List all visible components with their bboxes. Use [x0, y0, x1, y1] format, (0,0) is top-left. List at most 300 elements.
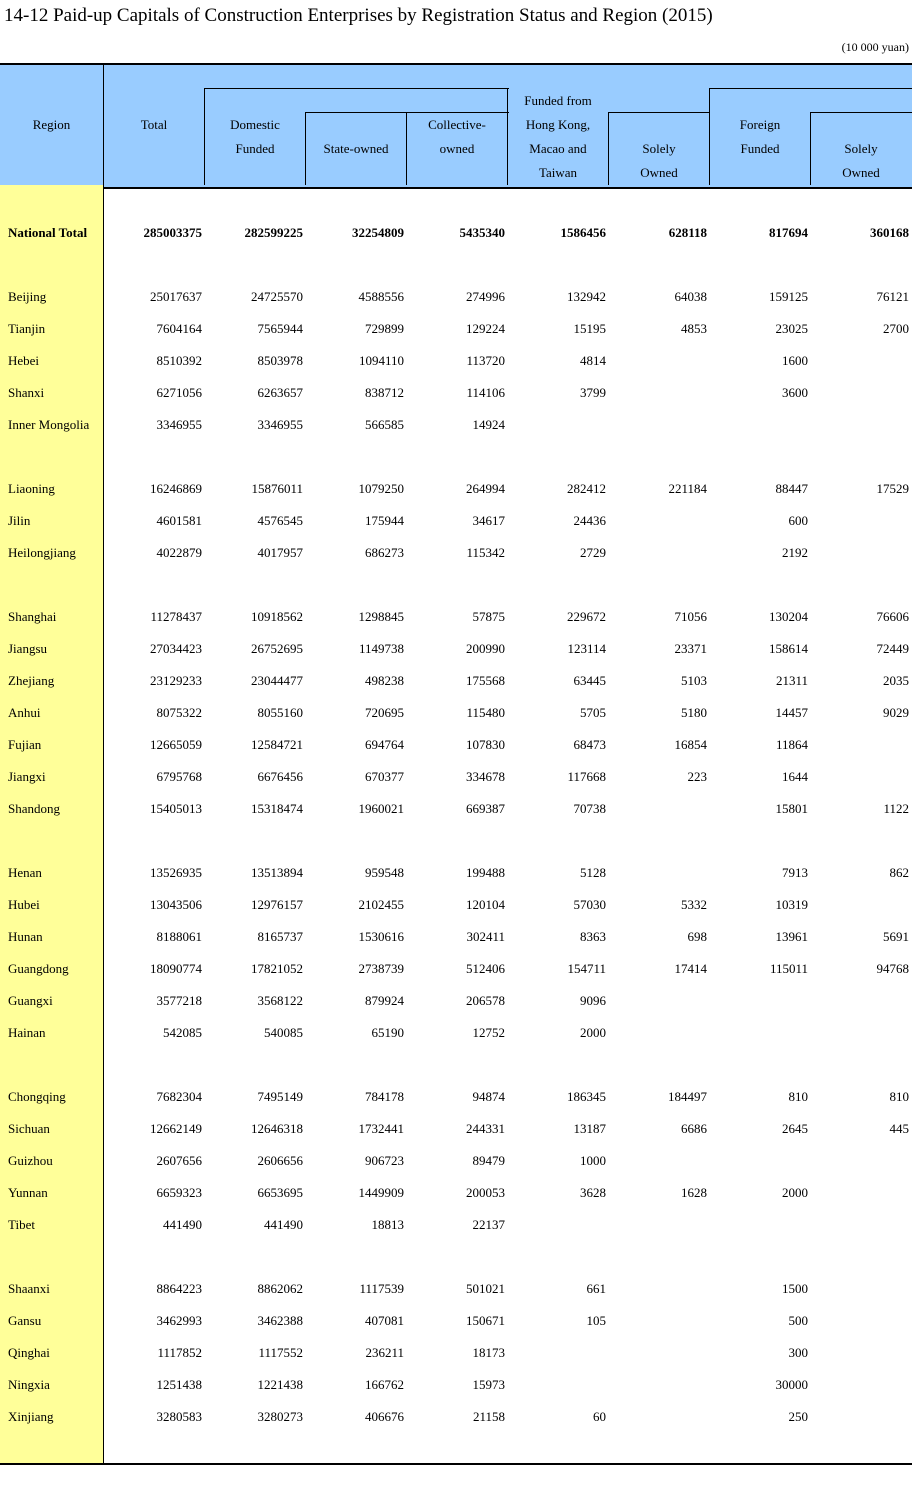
cell-hkmt: 4814	[580, 353, 606, 368]
cell-collective: 21158	[472, 1409, 505, 1424]
cell-solely-owned-foreign: 445	[889, 1121, 909, 1136]
header-foreign	[710, 113, 810, 161]
table-row	[0, 990, 912, 1012]
cell-state-owned: 1117539	[359, 1281, 404, 1296]
cell-collective: 669387	[466, 801, 505, 816]
cell-collective: 120104	[466, 897, 505, 912]
cell-hkmt: 186345	[567, 1089, 606, 1104]
cell-domestic: 441490	[264, 1217, 303, 1232]
cell-state-owned: 175944	[365, 513, 404, 528]
cell-total: 4601581	[156, 513, 202, 528]
header-hkmt-line: Taiwan	[538, 165, 578, 180]
cell-domestic: 6263657	[257, 385, 303, 400]
cell-collective: 150671	[466, 1313, 505, 1328]
cell-total: 1251438	[156, 1377, 202, 1392]
cell-collective: 5435340	[459, 225, 505, 240]
table-bottom-rule	[0, 1463, 912, 1465]
cell-solely-owned-hkmt: 4853	[681, 321, 707, 336]
cell-collective: 302411	[466, 929, 505, 944]
table-row	[0, 1150, 912, 1172]
region-cell: Gansu	[8, 1313, 42, 1328]
cell-state-owned: 65190	[371, 1025, 404, 1040]
cell-hkmt: 105	[586, 1313, 606, 1328]
cell-state-owned: 236211	[365, 1345, 404, 1360]
cell-total: 7604164	[156, 321, 202, 336]
cell-foreign: 11864	[775, 737, 808, 752]
region-cell: National Total	[8, 225, 88, 240]
cell-solely-owned-foreign: 862	[889, 865, 909, 880]
table-row	[0, 894, 912, 916]
header-solely-line: Owned	[842, 165, 880, 180]
cell-domestic: 12976157	[251, 897, 303, 912]
cell-foreign: 2192	[782, 545, 808, 560]
cell-solely-owned-hkmt: 16854	[674, 737, 707, 752]
cell-collective: 115342	[466, 545, 505, 560]
cell-hkmt: 229672	[567, 609, 606, 624]
cell-collective: 94874	[472, 1089, 505, 1104]
region-cell: Qinghai	[8, 1345, 50, 1360]
cell-state-owned: 838712	[365, 385, 404, 400]
table-row	[0, 958, 912, 980]
cell-solely-owned-foreign: 94768	[876, 961, 909, 976]
cell-total: 8510392	[156, 353, 202, 368]
cell-domestic: 12584721	[251, 737, 303, 752]
header-hkmt-line: Funded from	[524, 93, 592, 108]
region-cell: Ningxia	[8, 1377, 50, 1392]
cell-collective: 200990	[466, 641, 505, 656]
cell-collective: 334678	[466, 769, 505, 784]
header-solely-line: Owned	[640, 165, 678, 180]
cell-state-owned: 1960021	[358, 801, 404, 816]
header-solely-owned-hkmt	[609, 137, 709, 185]
cell-hkmt: 3628	[580, 1185, 606, 1200]
cell-foreign: 130204	[769, 609, 808, 624]
cell-solely-owned-foreign: 9029	[883, 705, 909, 720]
cell-domestic: 12646318	[251, 1121, 303, 1136]
header-collective	[407, 113, 507, 161]
region-cell: Tianjin	[8, 321, 46, 336]
table-row	[0, 1406, 912, 1428]
cell-foreign: 2645	[782, 1121, 808, 1136]
cell-hkmt: 8363	[580, 929, 606, 944]
cell-domestic: 24725570	[251, 289, 303, 304]
cell-foreign: 1500	[782, 1281, 808, 1296]
cell-foreign: 1644	[782, 769, 808, 784]
cell-domestic: 7565944	[257, 321, 303, 336]
cell-collective: 22137	[472, 1217, 505, 1232]
cell-total: 15405013	[150, 801, 202, 816]
cell-domestic: 7495149	[257, 1089, 303, 1104]
cell-solely-owned-hkmt: 223	[687, 769, 707, 784]
region-cell: Henan	[8, 865, 42, 880]
table-row	[0, 1182, 912, 1204]
table-row	[0, 926, 912, 948]
cell-domestic: 8055160	[257, 705, 303, 720]
cell-collective: 175568	[466, 673, 505, 688]
region-cell: Shanghai	[8, 609, 57, 624]
cell-state-owned: 498238	[365, 673, 404, 688]
cell-total: 3346955	[156, 417, 202, 432]
header-rule-domestic	[204, 88, 509, 89]
cell-hkmt: 132942	[567, 289, 606, 304]
table-row	[0, 1310, 912, 1332]
table-row	[0, 862, 912, 884]
cell-solely-owned-foreign: 1122	[883, 801, 909, 816]
cell-hkmt: 15195	[573, 321, 606, 336]
cell-state-owned: 1449909	[358, 1185, 404, 1200]
header-hkmt	[508, 89, 608, 185]
cell-total: 18090774	[150, 961, 202, 976]
cell-hkmt: 154711	[567, 961, 606, 976]
header-domestic	[205, 113, 305, 161]
cell-state-owned: 784178	[365, 1089, 404, 1104]
cell-solely-owned-foreign: 72449	[876, 641, 909, 656]
cell-solely-owned-hkmt: 6686	[681, 1121, 707, 1136]
cell-total: 1117852	[157, 1345, 202, 1360]
cell-collective: 14924	[472, 417, 505, 432]
header-hkmt-line: Macao and	[529, 141, 587, 156]
region-cell: Shaanxi	[8, 1281, 50, 1296]
cell-collective: 115480	[466, 705, 505, 720]
header-collective-line: owned	[439, 141, 475, 156]
cell-foreign: 158614	[769, 641, 808, 656]
region-cell: Heilongjiang	[8, 545, 76, 560]
cell-foreign: 300	[788, 1345, 808, 1360]
unit-label: (10 000 yuan)	[841, 40, 909, 54]
cell-hkmt: 60	[593, 1409, 606, 1424]
cell-solely-owned-hkmt: 184497	[668, 1089, 707, 1104]
cell-domestic: 4017957	[257, 545, 303, 560]
cell-hkmt: 282412	[567, 481, 606, 496]
region-cell: Tibet	[8, 1217, 35, 1232]
cell-domestic: 540085	[264, 1025, 303, 1040]
cell-state-owned: 18813	[371, 1217, 404, 1232]
cell-domestic: 3280273	[257, 1409, 303, 1424]
cell-domestic: 1117552	[258, 1345, 303, 1360]
cell-solely-owned-hkmt: 5332	[681, 897, 707, 912]
cell-hkmt: 2000	[580, 1025, 606, 1040]
cell-foreign: 23025	[775, 321, 808, 336]
cell-hkmt: 63445	[573, 673, 606, 688]
cell-hkmt: 57030	[573, 897, 606, 912]
table-row	[0, 510, 912, 532]
region-cell: Guizhou	[8, 1153, 53, 1168]
cell-state-owned: 959548	[365, 865, 404, 880]
cell-solely-owned-hkmt: 71056	[674, 609, 707, 624]
cell-collective: 512406	[466, 961, 505, 976]
region-cell: Sichuan	[8, 1121, 50, 1136]
cell-total: 4022879	[156, 545, 202, 560]
cell-hkmt: 70738	[573, 801, 606, 816]
cell-domestic: 23044477	[251, 673, 303, 688]
cell-collective: 18173	[472, 1345, 505, 1360]
cell-foreign: 810	[788, 1089, 808, 1104]
cell-total: 23129233	[150, 673, 202, 688]
cell-collective: 264994	[466, 481, 505, 496]
cell-total: 8188061	[156, 929, 202, 944]
cell-state-owned: 670377	[365, 769, 404, 784]
cell-collective: 200053	[466, 1185, 505, 1200]
region-cell: Guangdong	[8, 961, 69, 976]
cell-state-owned: 729899	[365, 321, 404, 336]
cell-hkmt: 5705	[580, 705, 606, 720]
cell-hkmt: 24436	[573, 513, 606, 528]
cell-domestic: 8165737	[257, 929, 303, 944]
region-cell: Hubei	[8, 897, 40, 912]
cell-total: 11278437	[150, 609, 202, 624]
cell-foreign: 7913	[782, 865, 808, 880]
region-cell: Fujian	[8, 737, 42, 752]
cell-domestic: 8503978	[257, 353, 303, 368]
region-cell: Yunnan	[8, 1185, 48, 1200]
cell-foreign: 15801	[775, 801, 808, 816]
cell-collective: 12752	[472, 1025, 505, 1040]
region-cell: Hainan	[8, 1025, 46, 1040]
cell-solely-owned-hkmt: 64038	[674, 289, 707, 304]
cell-solely-owned-foreign: 360168	[870, 225, 909, 240]
cell-solely-owned-foreign: 810	[889, 1089, 909, 1104]
cell-state-owned: 906723	[365, 1153, 404, 1168]
cell-total: 12662149	[150, 1121, 202, 1136]
cell-solely-owned-hkmt: 628118	[668, 225, 707, 240]
cell-collective: 34617	[472, 513, 505, 528]
cell-collective: 206578	[466, 993, 505, 1008]
cell-state-owned: 694764	[365, 737, 404, 752]
page-title: 14-12 Paid-up Capitals of Construction Enterprises by Registration Status and Region (2015)	[4, 5, 713, 26]
region-column-background	[0, 185, 103, 1464]
cell-foreign: 10319	[775, 897, 808, 912]
cell-domestic: 26752695	[251, 641, 303, 656]
cell-state-owned: 720695	[365, 705, 404, 720]
cell-solely-owned-hkmt: 5103	[681, 673, 707, 688]
cell-solely-owned-hkmt: 1628	[681, 1185, 707, 1200]
national-total-row	[0, 222, 912, 244]
cell-foreign: 13961	[775, 929, 808, 944]
cell-hkmt: 117668	[567, 769, 606, 784]
cell-total: 12665059	[150, 737, 202, 752]
cell-foreign: 500	[788, 1313, 808, 1328]
header-hkmt-line: Hong Kong,	[525, 117, 591, 132]
table-row	[0, 606, 912, 628]
cell-domestic: 10918562	[251, 609, 303, 624]
region-cell: Chongqing	[8, 1089, 66, 1104]
cell-solely-owned-hkmt: 5180	[681, 705, 707, 720]
cell-hkmt: 5128	[580, 865, 606, 880]
cell-total: 16246869	[150, 481, 202, 496]
cell-domestic: 4576545	[257, 513, 303, 528]
header-rule-foreign-sub	[811, 112, 912, 113]
cell-state-owned: 166762	[365, 1377, 404, 1392]
cell-total: 542085	[163, 1025, 202, 1040]
cell-hkmt: 1586456	[560, 225, 606, 240]
cell-state-owned: 1149738	[358, 641, 404, 656]
table-row	[0, 1374, 912, 1396]
cell-collective: 113720	[466, 353, 505, 368]
table-row	[0, 1118, 912, 1140]
table-row	[0, 542, 912, 564]
cell-solely-owned-foreign: 76121	[876, 289, 909, 304]
cell-total: 3280583	[156, 1409, 202, 1424]
table-row	[0, 414, 912, 436]
region-cell: Liaoning	[8, 481, 55, 496]
cell-domestic: 6653695	[257, 1185, 303, 1200]
cell-total: 8075322	[156, 705, 202, 720]
table-row	[0, 734, 912, 756]
cell-hkmt: 9096	[580, 993, 606, 1008]
cell-foreign: 21311	[775, 673, 808, 688]
cell-total: 6795768	[156, 769, 202, 784]
cell-solely-owned-foreign: 76606	[876, 609, 909, 624]
cell-collective: 57875	[472, 609, 505, 624]
cell-hkmt: 13187	[573, 1121, 606, 1136]
cell-hkmt: 3799	[580, 385, 606, 400]
cell-foreign: 250	[788, 1409, 808, 1424]
table-row	[0, 702, 912, 724]
region-cell: Xinjiang	[8, 1409, 54, 1424]
region-cell: Shandong	[8, 801, 60, 816]
table-row	[0, 670, 912, 692]
cell-hkmt: 1000	[580, 1153, 606, 1168]
cell-solely-owned-foreign: 2035	[883, 673, 909, 688]
region-cell: Jilin	[8, 513, 31, 528]
cell-foreign: 14457	[775, 705, 808, 720]
header-region: Region	[32, 117, 71, 132]
header-state-owned: State-owned	[323, 141, 389, 156]
cell-domestic: 3462388	[257, 1313, 303, 1328]
cell-collective: 129224	[466, 321, 505, 336]
cell-solely-owned-foreign: 17529	[876, 481, 909, 496]
cell-total: 27034423	[150, 641, 202, 656]
cell-foreign: 817694	[769, 225, 808, 240]
cell-collective: 274996	[466, 289, 505, 304]
cell-solely-owned-hkmt: 23371	[674, 641, 707, 656]
table-row	[0, 1342, 912, 1364]
cell-state-owned: 2102455	[358, 897, 404, 912]
cell-domestic: 8862062	[257, 1281, 303, 1296]
cell-domestic: 1221438	[257, 1377, 303, 1392]
header-domestic-line: Funded	[235, 141, 275, 156]
cell-foreign: 115011	[769, 961, 808, 976]
cell-domestic: 17821052	[251, 961, 303, 976]
cell-collective: 114106	[466, 385, 505, 400]
cell-solely-owned-foreign: 2700	[883, 321, 909, 336]
cell-total: 13526935	[150, 865, 202, 880]
cell-foreign: 30000	[775, 1377, 808, 1392]
cell-state-owned: 407081	[365, 1313, 404, 1328]
cell-total: 3577218	[156, 993, 202, 1008]
header-total: Total	[140, 117, 168, 132]
cell-solely-owned-hkmt: 698	[687, 929, 707, 944]
header-collective-line: Collective-	[428, 117, 486, 132]
cell-collective: 501021	[466, 1281, 505, 1296]
cell-state-owned: 1530616	[358, 929, 404, 944]
region-cell: Guangxi	[8, 993, 53, 1008]
cell-foreign: 3600	[782, 385, 808, 400]
header-foreign-line: Funded	[740, 141, 780, 156]
cell-domestic: 15876011	[251, 481, 303, 496]
region-cell: Beijing	[8, 289, 47, 304]
cell-total: 8864223	[156, 1281, 202, 1296]
table-row	[0, 1086, 912, 1108]
cell-hkmt: 68473	[573, 737, 606, 752]
region-cell: Jiangsu	[8, 641, 47, 656]
table-row	[0, 350, 912, 372]
cell-domestic: 3346955	[257, 417, 303, 432]
table-row	[0, 766, 912, 788]
cell-foreign: 2000	[782, 1185, 808, 1200]
table-row	[0, 286, 912, 308]
cell-total: 6659323	[156, 1185, 202, 1200]
cell-state-owned: 566585	[365, 417, 404, 432]
cell-domestic: 3568122	[257, 993, 303, 1008]
region-cell: Shanxi	[8, 385, 45, 400]
cell-solely-owned-hkmt: 221184	[668, 481, 707, 496]
cell-hkmt: 2729	[580, 545, 606, 560]
cell-solely-owned-hkmt: 17414	[674, 961, 707, 976]
header-rule-hkmt-sub	[608, 112, 709, 113]
cell-state-owned: 1079250	[358, 481, 404, 496]
cell-total: 285003375	[143, 225, 202, 240]
table-row	[0, 318, 912, 340]
table-row	[0, 798, 912, 820]
cell-state-owned: 1732441	[358, 1121, 404, 1136]
cell-foreign: 159125	[769, 289, 808, 304]
region-cell: Jiangxi	[8, 769, 46, 784]
cell-state-owned: 32254809	[352, 225, 404, 240]
table-row	[0, 478, 912, 500]
cell-hkmt: 123114	[567, 641, 606, 656]
cell-state-owned: 1094110	[358, 353, 404, 368]
cell-domestic: 282599225	[244, 225, 303, 240]
cell-domestic: 2606656	[257, 1153, 303, 1168]
cell-total: 2607656	[156, 1153, 202, 1168]
header-solely-owned-foreign	[811, 137, 911, 185]
region-cell: Inner Mongolia	[8, 417, 90, 432]
cell-collective: 107830	[466, 737, 505, 752]
cell-foreign: 600	[788, 513, 808, 528]
cell-collective: 15973	[472, 1377, 505, 1392]
cell-domestic: 13513894	[251, 865, 303, 880]
cell-total: 25017637	[150, 289, 202, 304]
cell-total: 6271056	[156, 385, 202, 400]
region-cell: Zhejiang	[8, 673, 55, 688]
cell-state-owned: 4588556	[358, 289, 404, 304]
cell-collective: 199488	[466, 865, 505, 880]
cell-state-owned: 879924	[365, 993, 404, 1008]
cell-collective: 244331	[466, 1121, 505, 1136]
header-domestic-line: Domestic	[230, 117, 280, 132]
table-row	[0, 638, 912, 660]
cell-domestic: 6676456	[257, 769, 303, 784]
cell-foreign: 1600	[782, 353, 808, 368]
table-row	[0, 1214, 912, 1236]
cell-total: 3462993	[156, 1313, 202, 1328]
header-solely-line: Solely	[844, 141, 878, 156]
region-cell: Hebei	[8, 353, 40, 368]
cell-foreign: 88447	[775, 481, 808, 496]
region-cell: Anhui	[8, 705, 41, 720]
header-rule-foreign	[709, 88, 912, 89]
cell-state-owned: 406676	[365, 1409, 404, 1424]
cell-total: 13043506	[150, 897, 202, 912]
cell-solely-owned-foreign: 5691	[883, 929, 909, 944]
cell-collective: 89479	[472, 1153, 505, 1168]
table-row	[0, 1022, 912, 1044]
cell-hkmt: 661	[586, 1281, 606, 1296]
cell-state-owned: 2738739	[358, 961, 404, 976]
cell-total: 441490	[163, 1217, 202, 1232]
table-row	[0, 1278, 912, 1300]
